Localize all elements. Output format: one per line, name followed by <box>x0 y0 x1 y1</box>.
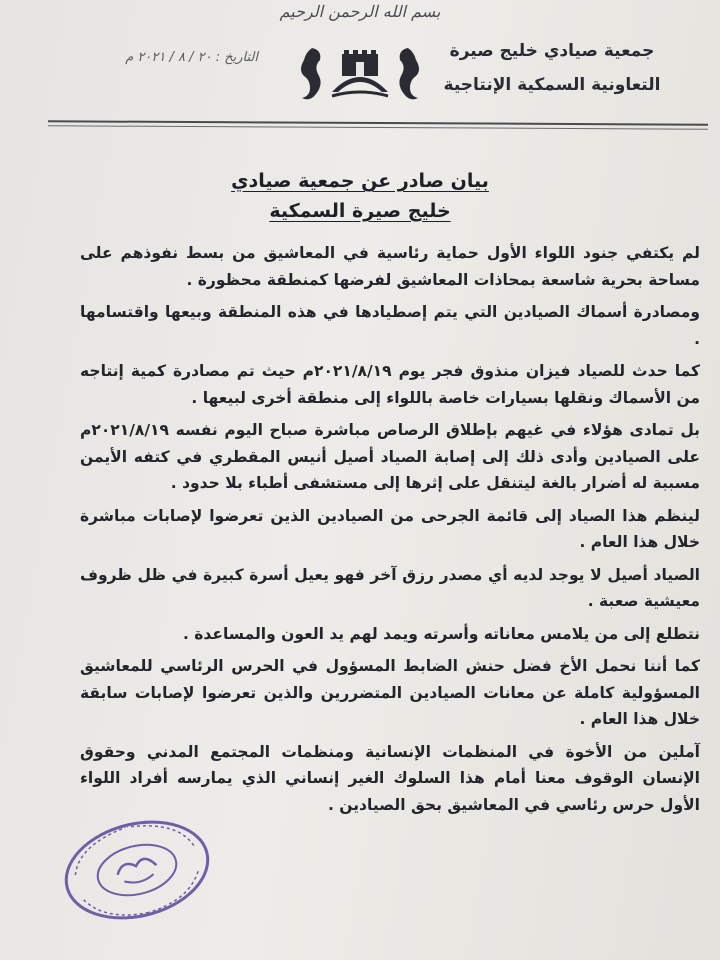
paragraph: ومصادرة أسماك الصيادين التي يتم إصطيادها في هذه المنطقة وبيعها واقتسامها . <box>80 303 700 348</box>
paragraph: لم يكتفي جنود اللواء الأول حماية رئاسية في المعاشيق من بسط نفوذهم على مساحة بحرية شاسعة بمحاذات المعاشيق لفرضها كمنطقة محظورة . <box>80 244 700 289</box>
document-date: التاريخ : ٢٠ / ٨ / ٢٠٢١ م <box>125 50 258 65</box>
statement-title-line-2: خليج صيرة السمكية <box>269 200 451 222</box>
paragraph: بل تمادى هؤلاء في غيهم بإطلاق الرصاص مباشرة صباح اليوم نفسه ٢٠٢١/٨/١٩م على الصيادين وأدى ذلك إلى إصابة الصياد أصيل أنيس المقطري في كتفه الأيمن مسببة له أضرار بالغة ليتنقل على إثرها إلى مستشفى أطباء بلا حدود . <box>80 421 700 492</box>
organization-name <box>442 34 662 102</box>
seahorse-left-icon <box>301 48 321 99</box>
paragraph: كما حدث للصياد فيزان منذوق فجر يوم ٢٠٢١/٨/١٩م حيث تم مصادرة كمية إنتاجه من الأسماك ونقلها بسيارات خاصة باللواء إلى منطقة أخرى لبيعها . <box>80 362 700 407</box>
statement-body <box>80 240 700 824</box>
statement-title-line-1: بيان صادر عن جمعية صيادي <box>231 170 489 192</box>
seahorse-castle-logo <box>290 40 430 110</box>
org-line-1: جمعية صيادي خليج صيرة <box>449 41 655 61</box>
association-stamp <box>52 803 222 936</box>
castle-icon <box>332 77 388 92</box>
org-line-2: التعاونية السمكية الإنتاجية <box>443 75 661 95</box>
paragraph: آملين من الأخوة في المنظمات الإنسانية ومنظمات المجتمع المدني وحقوق الإنسان الوقوف معنا أمام هذا السلوك الغير إنساني الذي يمارسه أفراد اللواء الأول حرس رئاسي في المعاشيق بحق الصيادين . <box>80 742 700 814</box>
seahorse-right-icon <box>399 48 419 99</box>
basmala: بسم الله الرحمن الرحيم <box>279 2 441 21</box>
header-divider-thin <box>48 125 708 129</box>
paragraph: نتطلع إلى من يلامس معاناته وأسرته ويمد لهم يد العون والمساعدة . <box>183 624 700 643</box>
paragraph: لينظم هذا الصياد إلى قائمة الجرحى من الصيادين الذين تعرضوا لإصابات مباشرة خلال هذا العام . <box>80 506 700 551</box>
paragraph: كما أننا نحمل الأخ فضل حنش الضابط المسؤول في الحرس الرئاسي للمعاشيق المسؤولية كاملة عن معانات الصيادين المتضررين والذين تعرضوا لإصابات سابقة خلال هذا العام . <box>80 657 700 728</box>
paragraph: الصياد أصيل لا يوجد لديه أي مصدر رزق آخر فهو يعيل أسرة كبيرة في ظل ظروف معيشية صعبة . <box>80 565 700 610</box>
